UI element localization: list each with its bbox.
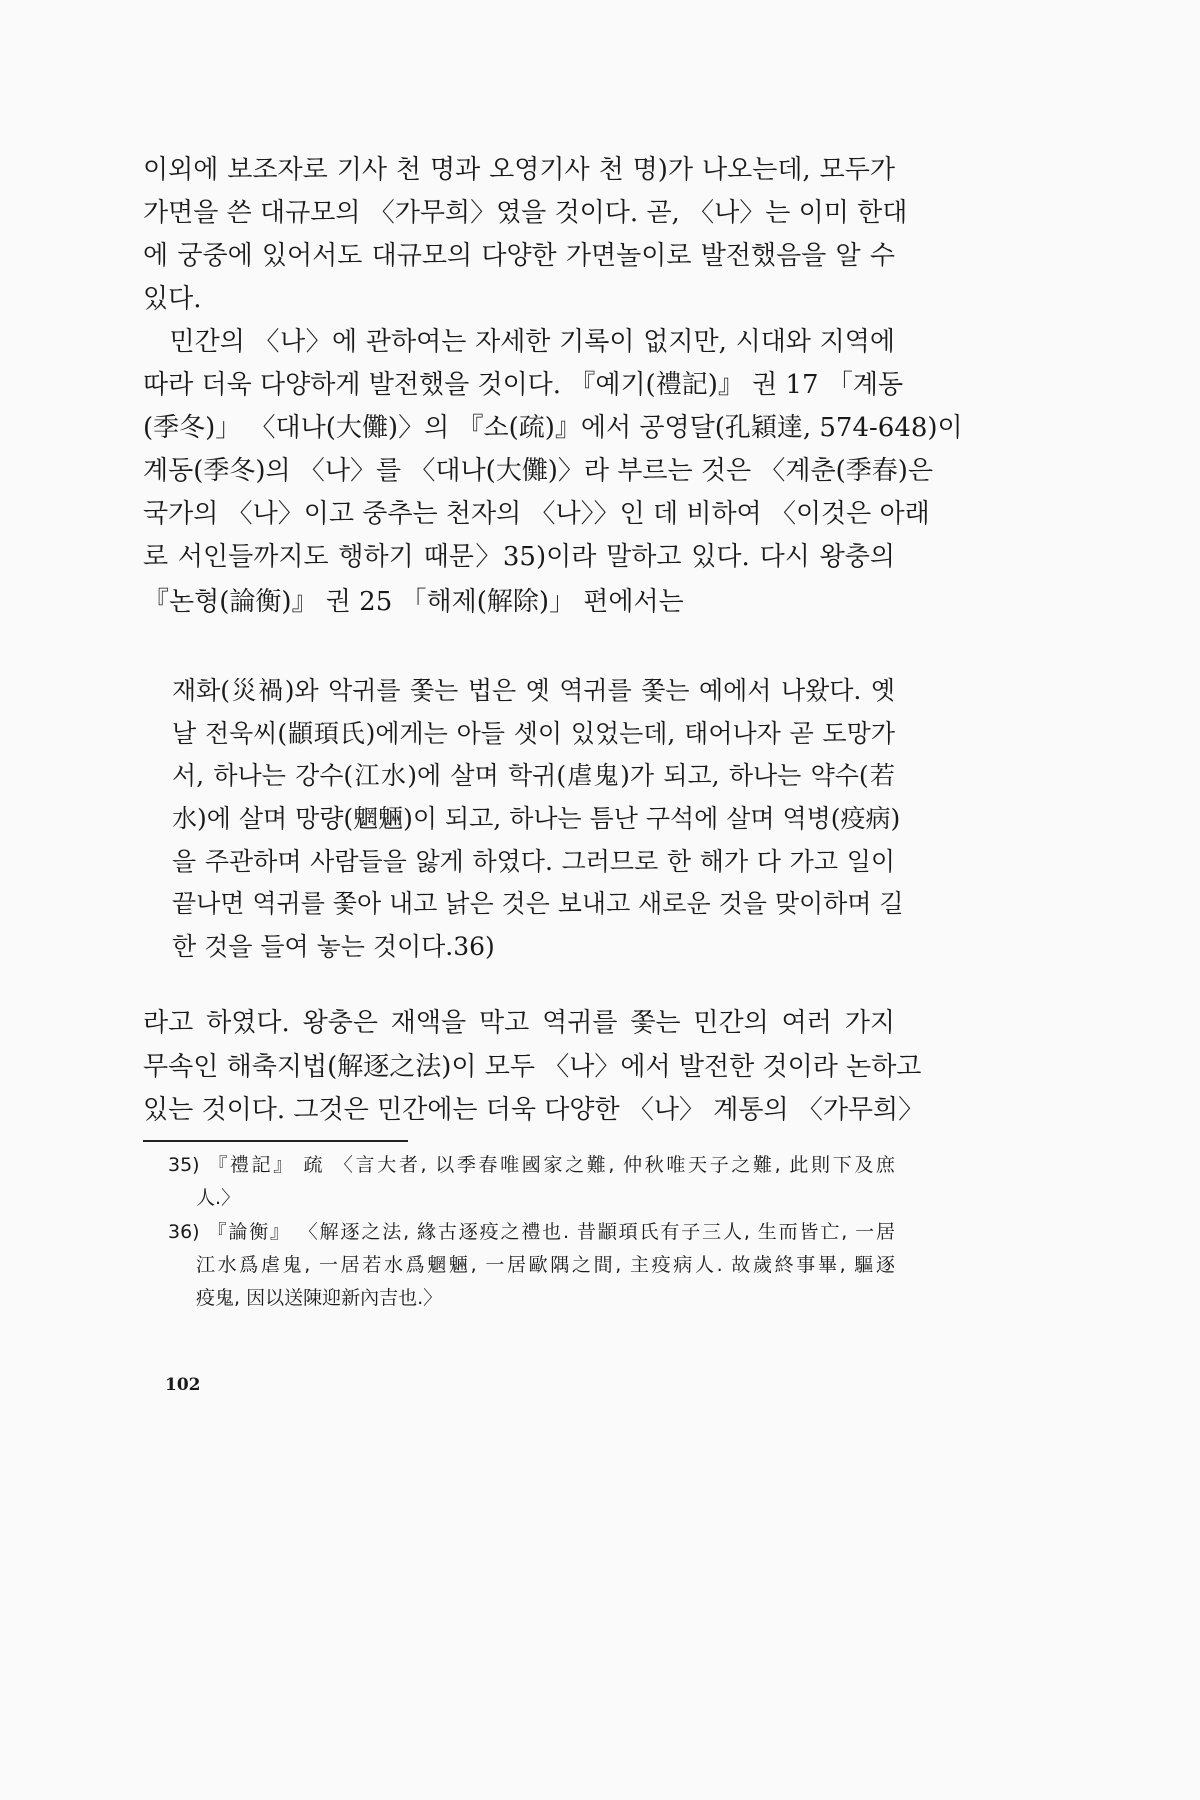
- footnote-36-cont: 江水爲虐鬼, 一居若水爲魍魎, 一居歐隅之間, 主疫病人. 故歲終事畢, 驅逐: [196, 1254, 895, 1276]
- quote-line: 끝나면 역귀를 쫓아 내고 낡은 것은 보내고 새로운 것을 맞이하며 길: [172, 889, 904, 918]
- footnote-36-cont: 疫鬼, 因以送陳迎新內吉也.〉: [196, 1287, 443, 1309]
- text-line: 계동(季冬)의 〈나〉를 〈대나(大儺)〉라 부르는 것은 〈계춘(季春)은: [143, 456, 934, 486]
- text-line: 국가의 〈나〉이고 중추는 천자의 〈나〉〉인 데 비하여 〈이것은 아래: [143, 499, 930, 529]
- text-line: 에 궁중에 있어서도 대규모의 다양한 가면놀이로 발전했음을 알 수: [143, 241, 895, 271]
- text-line: 있다.: [143, 284, 202, 314]
- text-line: 가면을 쓴 대규모의 〈가무희〉였을 것이다. 곧, 〈나〉는 이미 한대: [143, 198, 908, 228]
- footnote-divider: [143, 1140, 408, 1142]
- quote-line: 水)에 살며 망량(魍魎)이 되고, 하나는 틈난 구석에 살며 역병(疫病): [172, 804, 901, 833]
- footnote-35: 35) 『禮記』 疏 〈言大者, 以季春唯國家之難, 仲秋唯天子之難, 此則下及庶: [168, 1154, 895, 1176]
- text-line: 민간의 〈나〉에 관하여는 자세한 기록이 없지만, 시대와 지역에: [143, 327, 895, 357]
- quote-line: 서, 하나는 강수(江水)에 살며 학귀(虐鬼)가 되고, 하나는 약수(若: [172, 761, 895, 790]
- text-line: 라고 하였다. 왕충은 재액을 막고 역귀를 쫓는 민간의 여러 가지: [143, 1008, 895, 1038]
- text-line: 있는 것이다. 그것은 민간에는 더욱 다양한 〈나〉 계통의 〈가무희〉: [143, 1095, 925, 1125]
- quote-line: 날 전욱씨(顓頊氏)에게는 아들 셋이 있었는데, 태어나자 곧 도망가: [172, 719, 895, 748]
- quote-line: 을 주관하며 사람들을 앓게 하였다. 그러므로 한 해가 다 가고 일이: [172, 847, 895, 876]
- quote-line: 재화(災禍)와 악귀를 쫓는 법은 옛 역귀를 쫓는 예에서 나왔다. 옛: [172, 676, 895, 705]
- text-line: 이외에 보조자로 기사 천 명과 오영기사 천 명)가 나오는데, 모두가: [143, 155, 895, 185]
- text-line: (季冬)」 〈대나(大儺)〉의 『소(疏)』에서 공영달(孔穎達, 574-648)이: [143, 413, 963, 443]
- text-line: 『논형(論衡)』 권 25 「해제(解除)」 편에서는: [143, 587, 684, 617]
- text-line: 무속인 해축지법(解逐之法)이 모두 〈나〉에서 발전한 것이라 논하고: [143, 1052, 922, 1082]
- text-line: 로 서인들까지도 행하기 때문〉35)이라 말하고 있다. 다시 왕충의: [143, 542, 895, 572]
- text-line: 따라 더욱 다양하게 발전했을 것이다. 『예기(禮記)』 권 17 「계동: [143, 370, 904, 400]
- quote-line: 한 것을 들여 놓는 것이다.36): [172, 932, 495, 961]
- footnote-35-cont: 人.〉: [196, 1187, 241, 1209]
- footnote-36: 36) 『論衡』 〈解逐之法, 緣古逐疫之禮也. 昔顓頊氏有子三人, 生而皆亡, 一居: [168, 1221, 895, 1243]
- page-number: 102: [165, 1375, 201, 1395]
